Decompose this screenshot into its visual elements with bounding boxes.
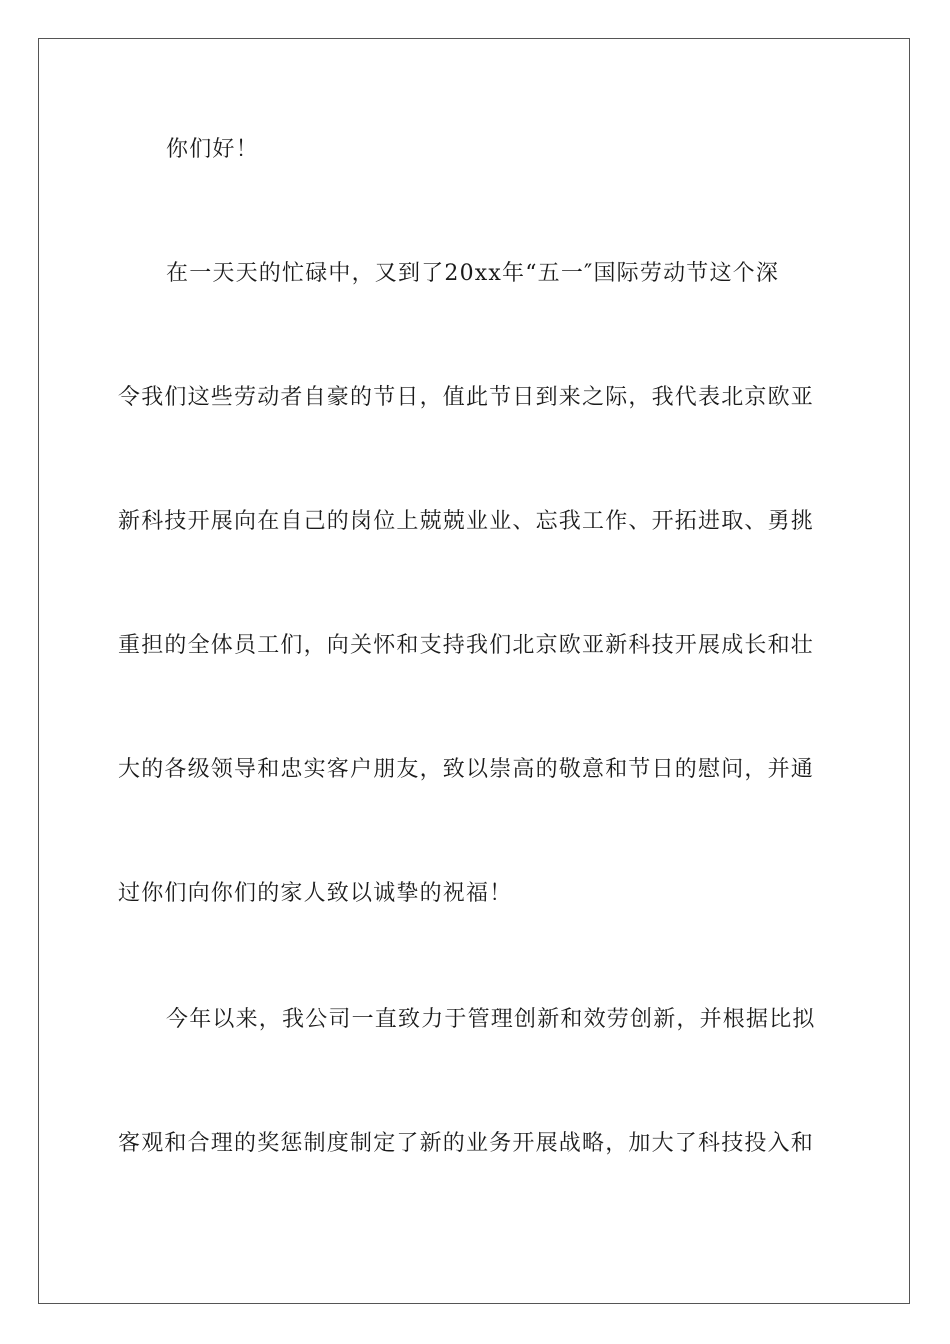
- paragraph-2-line-1: 今年以来，我公司一直致力于管理创新和效劳创新，并根据比拟: [166, 1007, 816, 1032]
- page-border: [38, 38, 910, 1304]
- greeting-line: 你们好！: [166, 137, 259, 162]
- paragraph-1-line-1: 在一天天的忙碌中，又到了20xx年“五一″国际劳动节这个深: [166, 261, 780, 286]
- paragraph-1-line-3: 新科技开展向在自己的岗位上兢兢业业、忘我工作、开拓进取、勇挑: [118, 509, 815, 534]
- paragraph-1-line-5: 大的各级领导和忠实客户朋友，致以崇高的敬意和节日的慰问，并通: [118, 757, 815, 782]
- paragraph-1-line-4: 重担的全体员工们，向关怀和支持我们北京欧亚新科技开展成长和壮: [118, 633, 815, 658]
- paragraph-1-line-6: 过你们向你们的家人致以诚挚的祝福！: [118, 881, 513, 906]
- paragraph-2-line-2: 客观和合理的奖惩制度制定了新的业务开展战略，加大了科技投入和: [118, 1131, 815, 1156]
- paragraph-1-line-2: 令我们这些劳动者自豪的节日，值此节日到来之际，我代表北京欧亚: [118, 385, 815, 410]
